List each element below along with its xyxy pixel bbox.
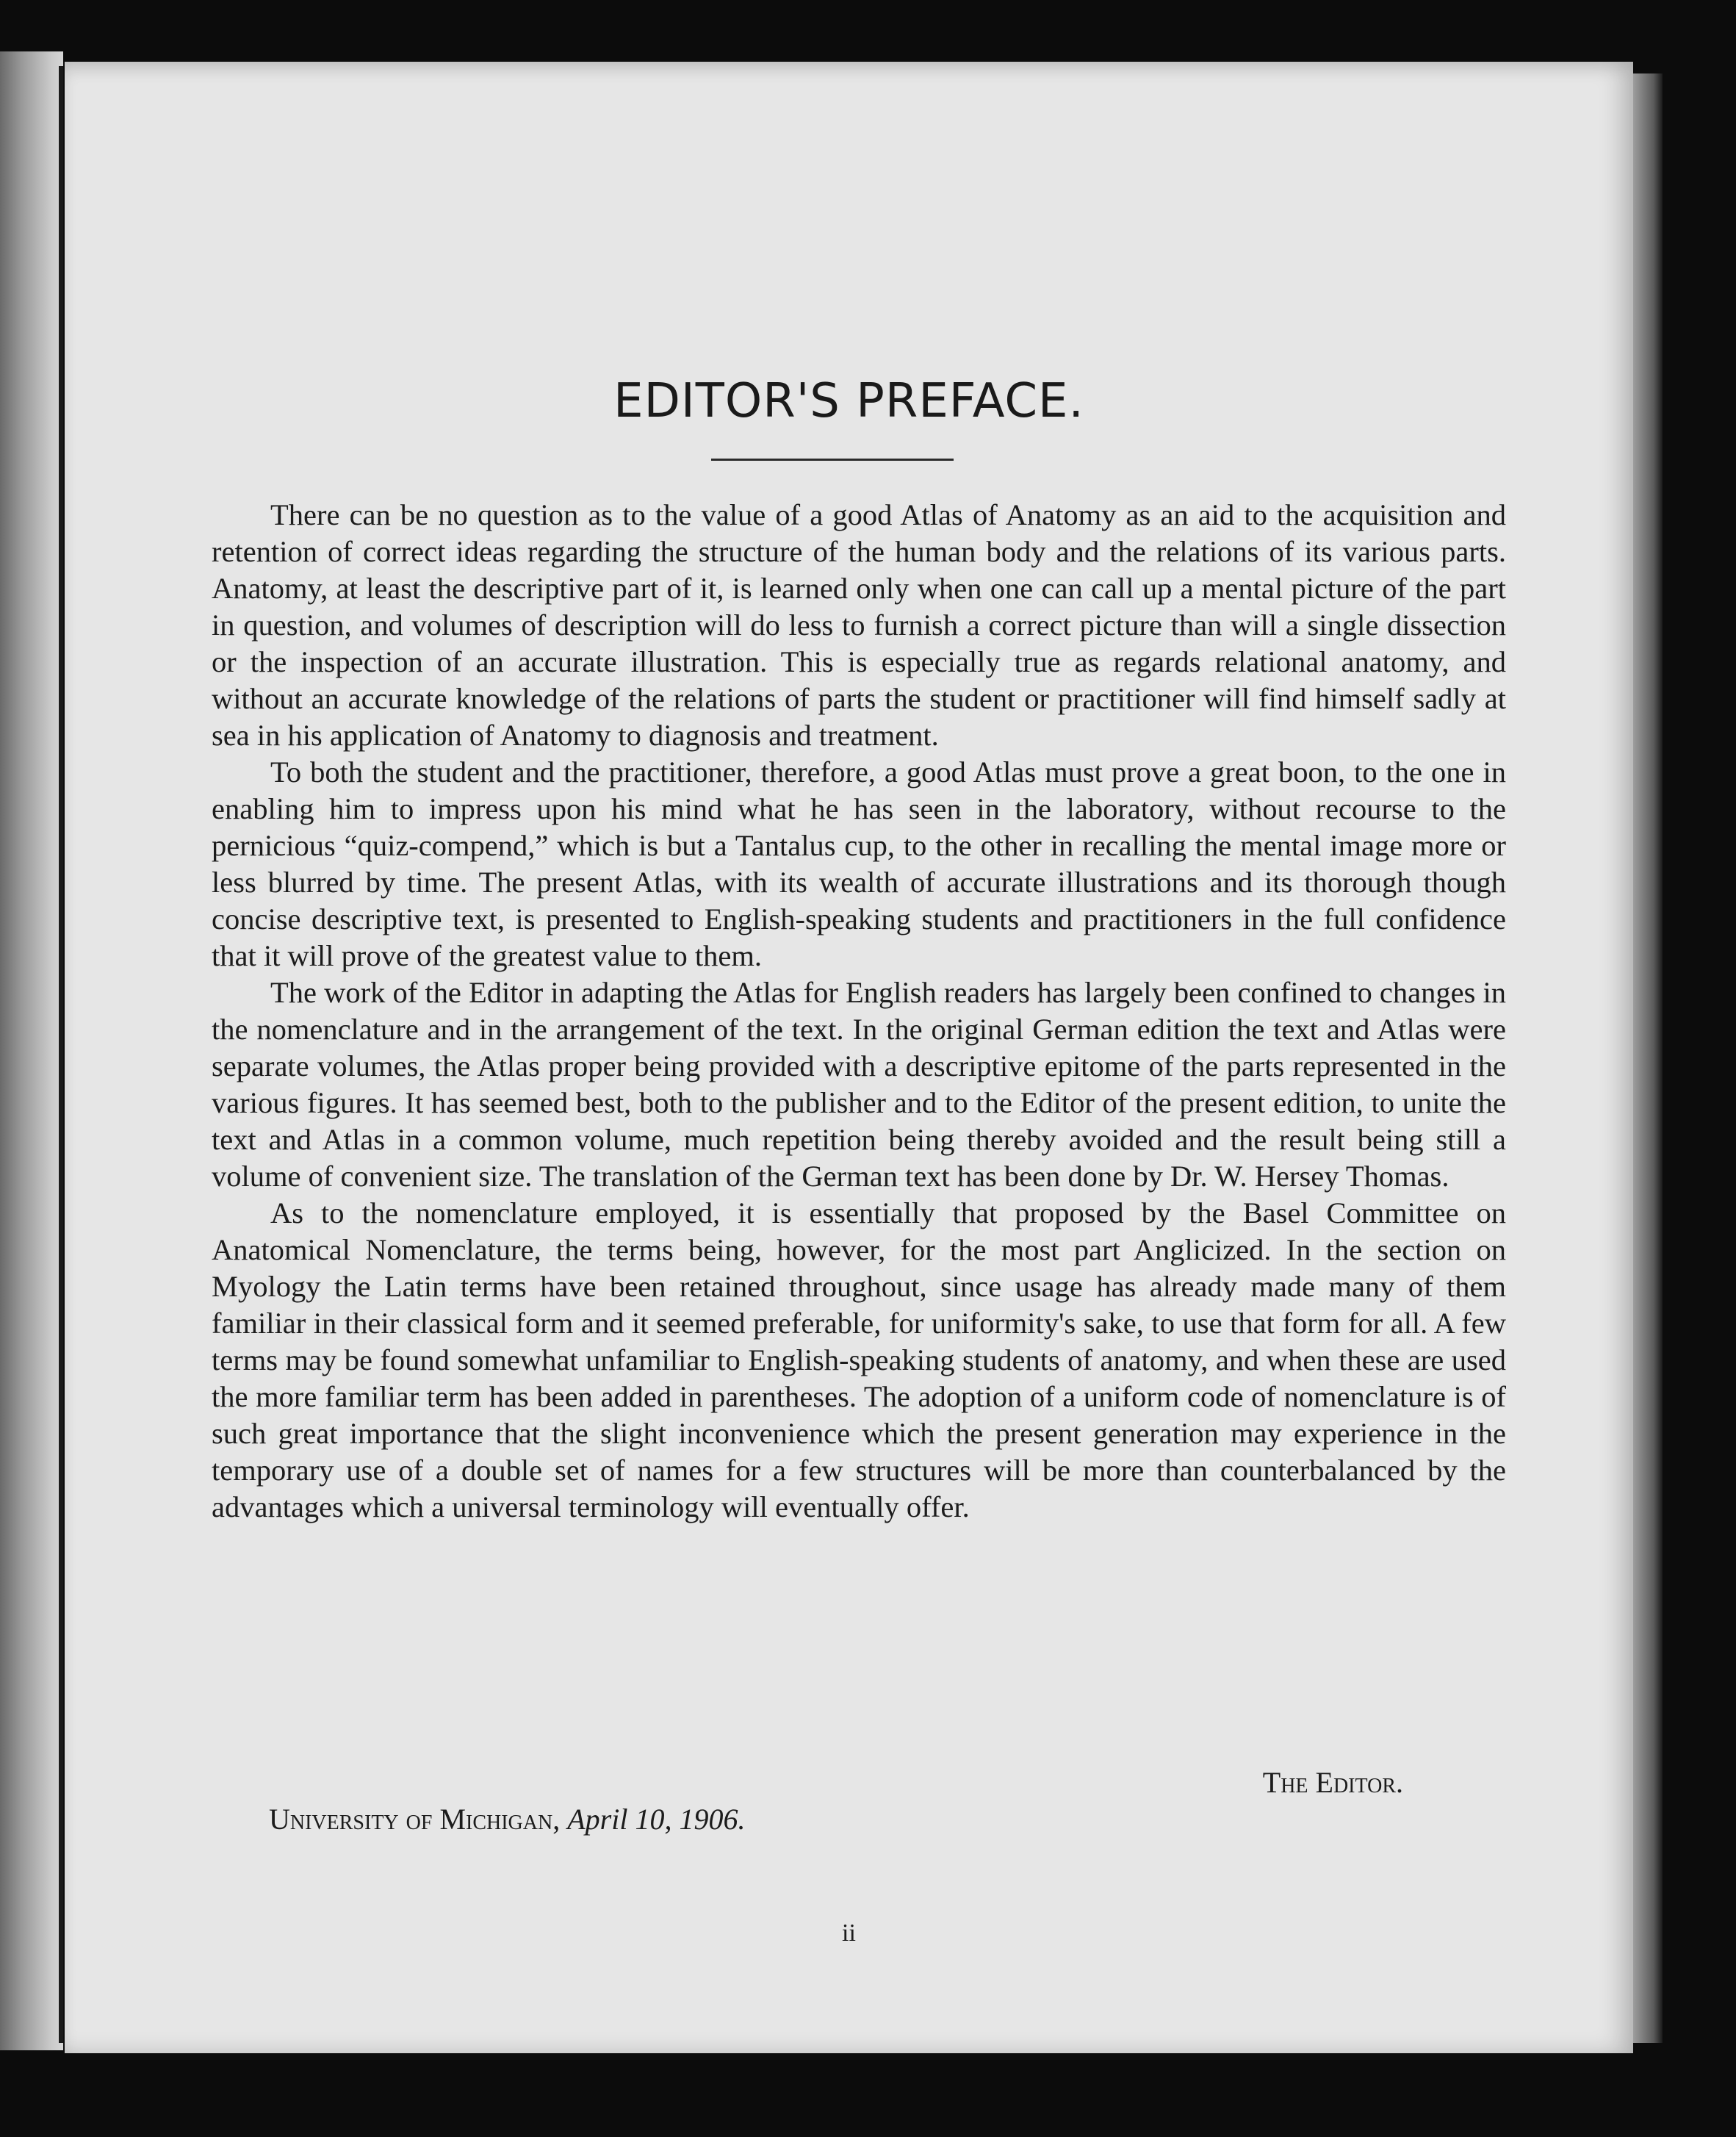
- paragraph-4: As to the nomenclature employed, it is essentially that proposed by the Basel Committee on Anatomical Nomenclature, the terms being, however, for the most part Anglicized. In the section on Myology the Latin terms have been retained throughout, since usage has already made many of them familiar in their classical form and it seemed preferable, for uniformity's sake, to use that form for all. A few terms may be found somewhat unfamiliar to English-speaking students of anatomy, and when these are used the more familiar term has been added in parentheses. The adoption of a uniform code of nomenclature is of such great importance that the slight inconvenience which the present generation may experience in the temporary use of a double set of names for a few structures will be more than counterbalanced by the advantages which a universal terminology will eventually offer.: [212, 1196, 1506, 1523]
- dateline-place: University of Michigan,: [269, 1803, 561, 1836]
- title-divider: [711, 459, 954, 461]
- previous-page-edge: [0, 51, 63, 2050]
- paragraph-2: To both the student and the practitioner, therefore, a good Atlas must prove a great boon, to the one in enabling him to impress upon his mind what he has seen in the laboratory, without recourse to the pernicious “quiz-compend,” which is but a Tantalus cup, to the other in recalling the mental image more or less blurred by time. The present Atlas, with its wealth of accurate illustrations and its thorough though concise descriptive text, is presented to English-speaking students and practitioners in the full confidence that it will prove of the greatest value to them.: [212, 755, 1506, 972]
- paragraph-3: The work of the Editor in adapting the Atlas for English readers has largely been confined to changes in the nomenclature and in the arrangement of the text. In the original German edition the text and Atlas were separate volumes, the Atlas proper being provided with a descriptive epitome of the parts represented in the various figures. It has seemed best, both to the publisher and to the Editor of the present edition, to unite the text and Atlas in a common volume, much repetition being thereby avoided and the result being still a volume of convenient size. The translation of the German text has been done by Dr. W. Hersey Thomas.: [212, 976, 1506, 1193]
- dateline: [269, 1802, 745, 1836]
- dateline-date: April 10, 1906.: [567, 1803, 746, 1836]
- page-title: EDITOR'S PREFACE.: [613, 374, 1084, 428]
- page-right-edge: [1633, 73, 1663, 2043]
- paragraph-1: There can be no question as to the value of a good Atlas of Anatomy as an aid to the acquisition and retention of correct ideas regarding the structure of the human body and the relations of its various parts. Anatomy, at least the descriptive part of it, is learned only when one can call up a mental picture of the part in question, and volumes of description will do less to furnish a correct picture than will a single dissection or the inspection of an accurate illustration. This is especially true as regards relational anatomy, and without an accurate knowledge of the relations of parts the student or practitioner will find himself sadly at sea in his application of Anatomy to diagnosis and treatment.: [212, 498, 1506, 752]
- gutter-shadow: [59, 66, 63, 2043]
- preface-body: [212, 497, 1506, 1526]
- editor-signature: The Editor.: [1262, 1766, 1403, 1799]
- page-number: ii: [842, 1919, 856, 1947]
- book-page: [65, 62, 1633, 2053]
